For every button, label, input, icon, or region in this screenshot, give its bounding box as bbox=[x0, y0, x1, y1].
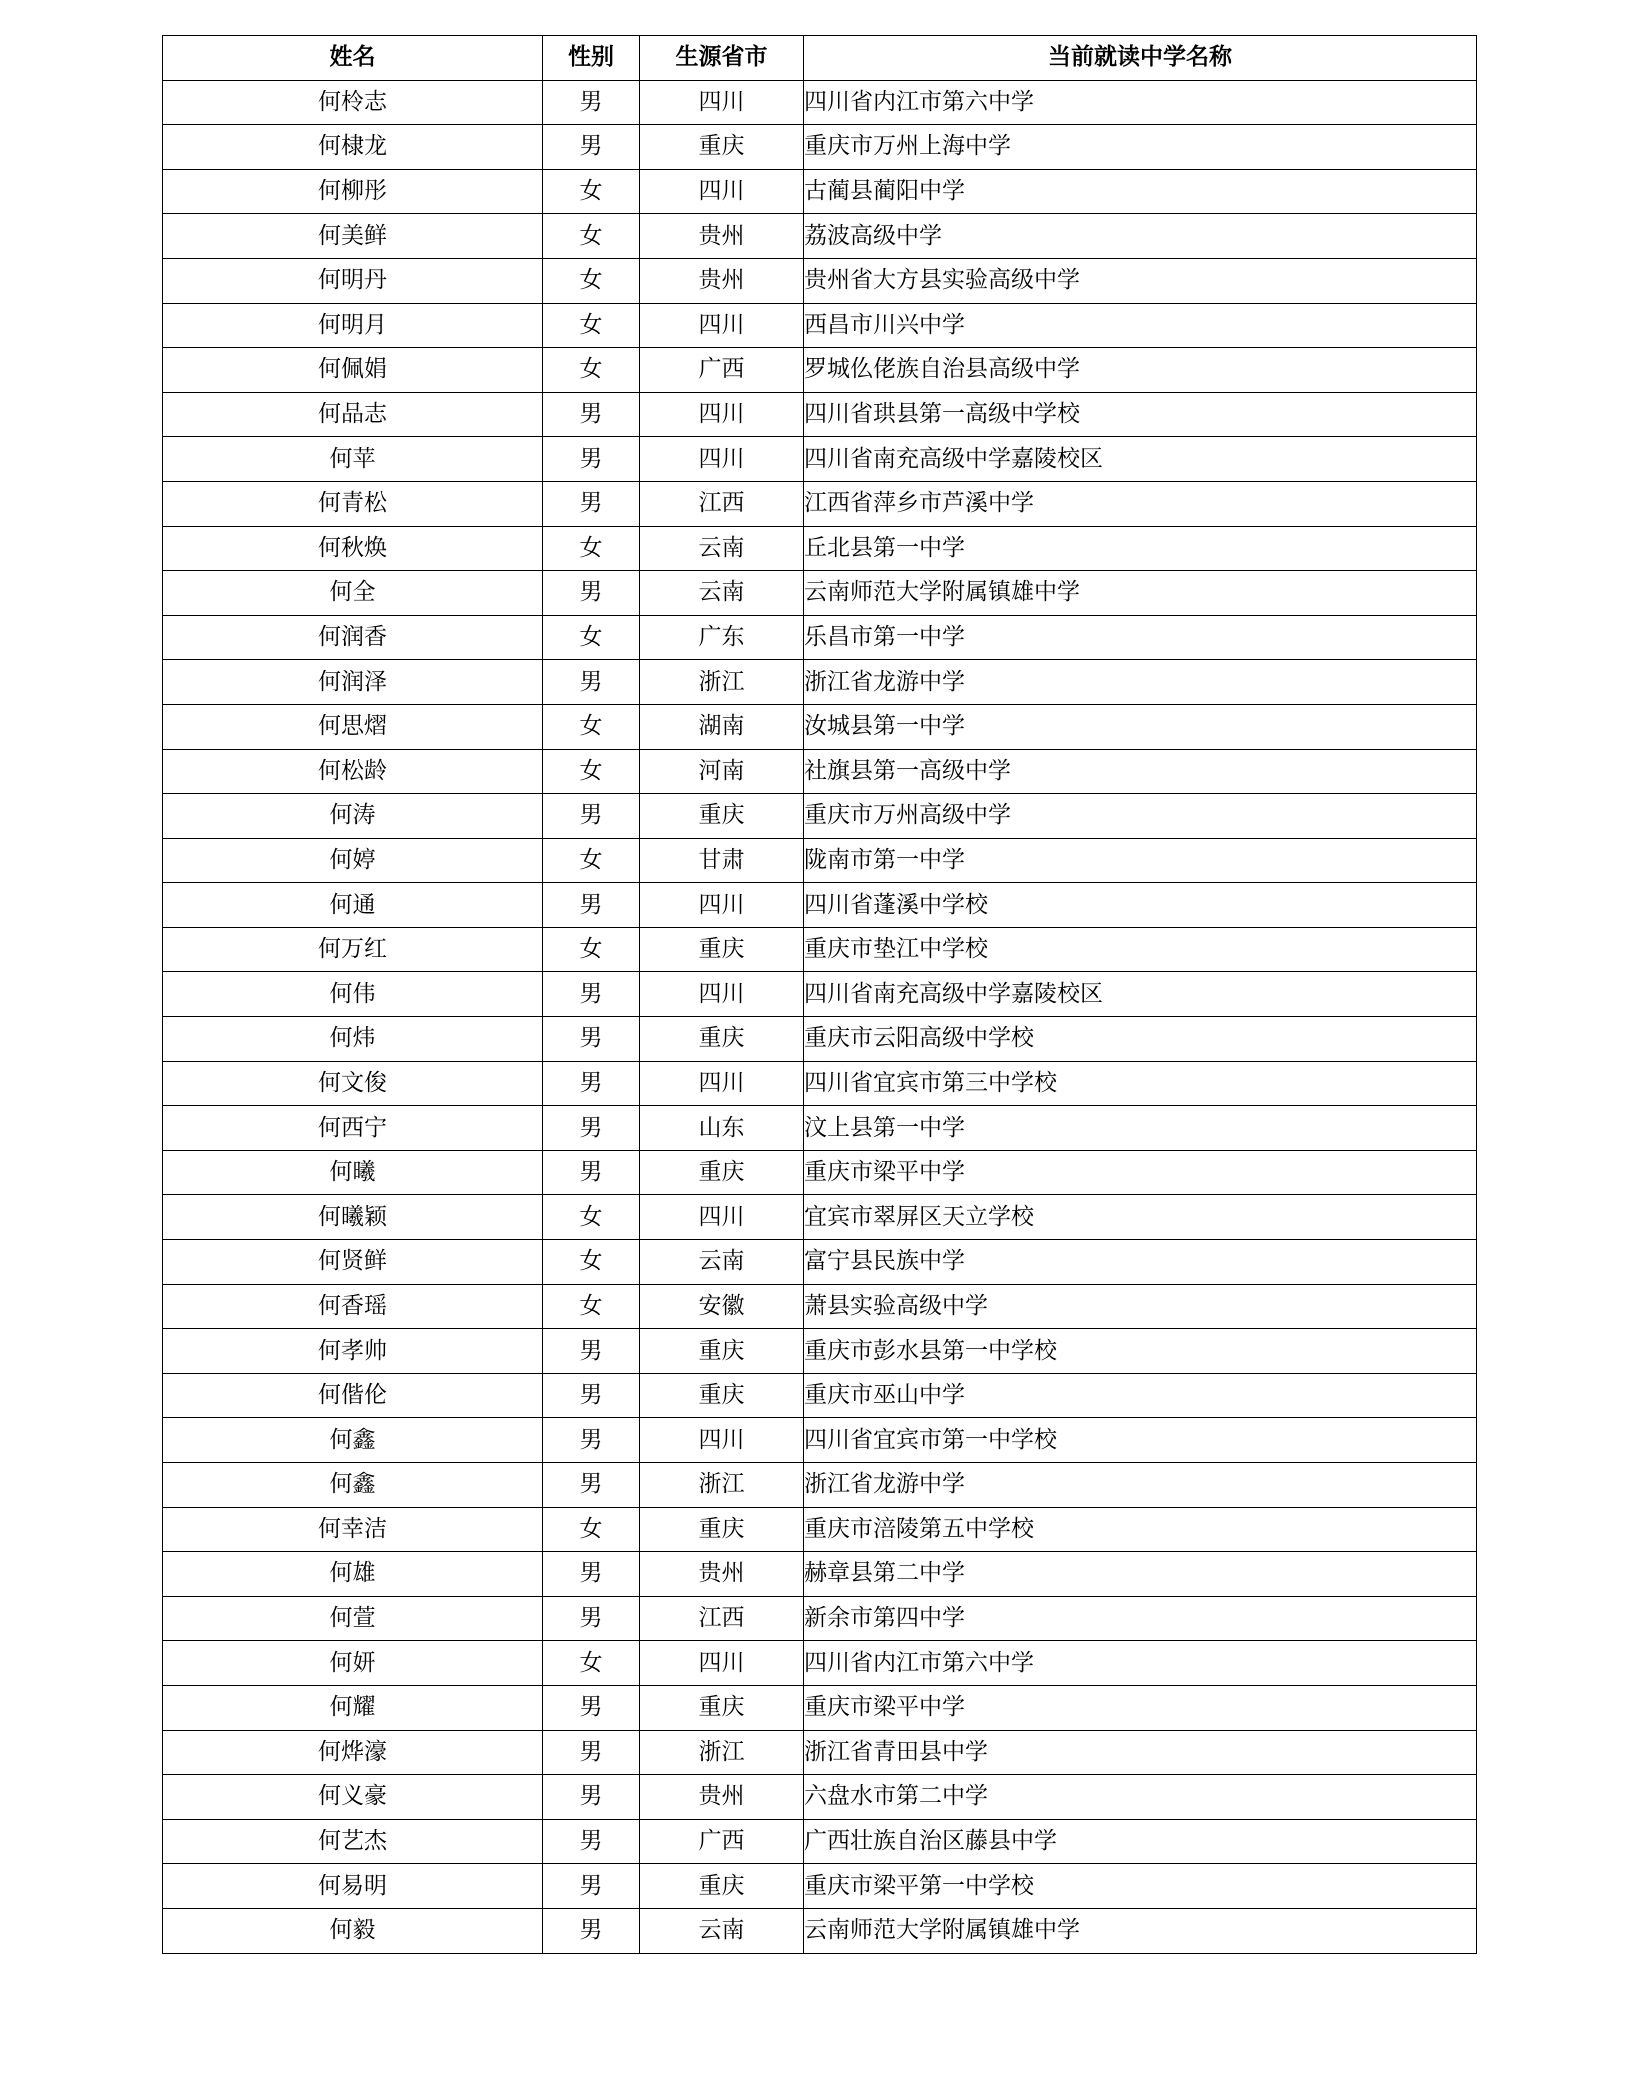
cell-province: 四川 bbox=[640, 1061, 804, 1106]
cell-gender: 女 bbox=[543, 838, 640, 883]
cell-school: 萧县实验高级中学 bbox=[804, 1284, 1477, 1329]
cell-province: 浙江 bbox=[640, 660, 804, 705]
cell-gender: 男 bbox=[543, 1329, 640, 1374]
cell-name: 何棣龙 bbox=[163, 125, 543, 170]
table-row bbox=[163, 1106, 1477, 1151]
cell-gender: 男 bbox=[543, 1418, 640, 1463]
cell-province: 贵州 bbox=[640, 1775, 804, 1820]
cell-province: 广东 bbox=[640, 615, 804, 660]
cell-name: 何婷 bbox=[163, 838, 543, 883]
table-row bbox=[163, 794, 1477, 839]
table-row bbox=[163, 1195, 1477, 1240]
cell-province: 四川 bbox=[640, 80, 804, 125]
cell-province: 贵州 bbox=[640, 214, 804, 259]
cell-school: 浙江省龙游中学 bbox=[804, 1463, 1477, 1508]
cell-name: 何幸洁 bbox=[163, 1507, 543, 1552]
cell-school: 重庆市万州上海中学 bbox=[804, 125, 1477, 170]
cell-gender: 女 bbox=[543, 214, 640, 259]
table-row bbox=[163, 571, 1477, 616]
cell-province: 重庆 bbox=[640, 125, 804, 170]
cell-gender: 男 bbox=[543, 392, 640, 437]
cell-province: 重庆 bbox=[640, 1329, 804, 1374]
cell-province: 浙江 bbox=[640, 1730, 804, 1775]
cell-school: 重庆市云阳高级中学校 bbox=[804, 1017, 1477, 1062]
cell-province: 云南 bbox=[640, 526, 804, 571]
cell-gender: 女 bbox=[543, 169, 640, 214]
table-row bbox=[163, 883, 1477, 928]
cell-name: 何思熠 bbox=[163, 704, 543, 749]
header-province: 生源省市 bbox=[640, 36, 804, 81]
cell-province: 四川 bbox=[640, 1195, 804, 1240]
table-row bbox=[163, 1284, 1477, 1329]
table-row bbox=[163, 125, 1477, 170]
cell-name: 何明丹 bbox=[163, 258, 543, 303]
cell-name: 何萱 bbox=[163, 1596, 543, 1641]
cell-school: 云南师范大学附属镇雄中学 bbox=[804, 1908, 1477, 1953]
cell-school: 四川省内江市第六中学 bbox=[804, 1641, 1477, 1686]
cell-name: 何曦 bbox=[163, 1150, 543, 1195]
cell-gender: 男 bbox=[543, 125, 640, 170]
cell-school: 重庆市梁平中学 bbox=[804, 1685, 1477, 1730]
table-row bbox=[163, 615, 1477, 660]
cell-name: 何孝帅 bbox=[163, 1329, 543, 1374]
cell-name: 何佩娟 bbox=[163, 348, 543, 393]
table-row bbox=[163, 526, 1477, 571]
cell-province: 四川 bbox=[640, 1641, 804, 1686]
cell-school: 宜宾市翠屏区天立学校 bbox=[804, 1195, 1477, 1240]
cell-gender: 女 bbox=[543, 1195, 640, 1240]
cell-school: 重庆市涪陵第五中学校 bbox=[804, 1507, 1477, 1552]
table-row bbox=[163, 481, 1477, 526]
cell-school: 云南师范大学附属镇雄中学 bbox=[804, 571, 1477, 616]
cell-name: 何美鲜 bbox=[163, 214, 543, 259]
cell-name: 何艺杰 bbox=[163, 1819, 543, 1864]
cell-school: 陇南市第一中学 bbox=[804, 838, 1477, 883]
cell-gender: 男 bbox=[543, 660, 640, 705]
table-row bbox=[163, 348, 1477, 393]
cell-name: 何全 bbox=[163, 571, 543, 616]
table-row bbox=[163, 1864, 1477, 1909]
cell-province: 安徽 bbox=[640, 1284, 804, 1329]
cell-school: 重庆市梁平中学 bbox=[804, 1150, 1477, 1195]
cell-school: 富宁县民族中学 bbox=[804, 1240, 1477, 1285]
cell-gender: 男 bbox=[543, 1017, 640, 1062]
cell-name: 何曦颖 bbox=[163, 1195, 543, 1240]
table-row bbox=[163, 1775, 1477, 1820]
cell-gender: 男 bbox=[543, 1596, 640, 1641]
cell-name: 何耀 bbox=[163, 1685, 543, 1730]
cell-school: 西昌市川兴中学 bbox=[804, 303, 1477, 348]
cell-name: 何青松 bbox=[163, 481, 543, 526]
table-row bbox=[163, 258, 1477, 303]
table-row bbox=[163, 660, 1477, 705]
cell-name: 何炜 bbox=[163, 1017, 543, 1062]
cell-province: 贵州 bbox=[640, 258, 804, 303]
cell-name: 何偕伦 bbox=[163, 1373, 543, 1418]
cell-school: 四川省南充高级中学嘉陵校区 bbox=[804, 972, 1477, 1017]
cell-school: 四川省内江市第六中学 bbox=[804, 80, 1477, 125]
cell-gender: 男 bbox=[543, 1908, 640, 1953]
cell-school: 丘北县第一中学 bbox=[804, 526, 1477, 571]
cell-gender: 男 bbox=[543, 80, 640, 125]
cell-name: 何明月 bbox=[163, 303, 543, 348]
table-header-row bbox=[163, 36, 1477, 81]
cell-province: 甘肃 bbox=[640, 838, 804, 883]
cell-name: 何润香 bbox=[163, 615, 543, 660]
cell-school: 荔波高级中学 bbox=[804, 214, 1477, 259]
cell-gender: 男 bbox=[543, 481, 640, 526]
cell-province: 河南 bbox=[640, 749, 804, 794]
cell-gender: 男 bbox=[543, 794, 640, 839]
cell-province: 贵州 bbox=[640, 1552, 804, 1597]
cell-province: 浙江 bbox=[640, 1463, 804, 1508]
cell-name: 何通 bbox=[163, 883, 543, 928]
cell-name: 何文俊 bbox=[163, 1061, 543, 1106]
cell-name: 何鑫 bbox=[163, 1418, 543, 1463]
cell-name: 何易明 bbox=[163, 1864, 543, 1909]
cell-school: 四川省宜宾市第一中学校 bbox=[804, 1418, 1477, 1463]
table-row bbox=[163, 1150, 1477, 1195]
cell-school: 江西省萍乡市芦溪中学 bbox=[804, 481, 1477, 526]
cell-school: 贵州省大方县实验高级中学 bbox=[804, 258, 1477, 303]
table-row bbox=[163, 1418, 1477, 1463]
cell-province: 广西 bbox=[640, 348, 804, 393]
cell-name: 何毅 bbox=[163, 1908, 543, 1953]
table-row bbox=[163, 169, 1477, 214]
student-roster-table bbox=[162, 35, 1477, 1954]
cell-school: 六盘水市第二中学 bbox=[804, 1775, 1477, 1820]
cell-school: 四川省南充高级中学嘉陵校区 bbox=[804, 437, 1477, 482]
cell-school: 重庆市垫江中学校 bbox=[804, 927, 1477, 972]
cell-gender: 男 bbox=[543, 972, 640, 1017]
cell-province: 四川 bbox=[640, 169, 804, 214]
cell-school: 重庆市巫山中学 bbox=[804, 1373, 1477, 1418]
cell-province: 重庆 bbox=[640, 1373, 804, 1418]
table-row bbox=[163, 1908, 1477, 1953]
cell-school: 汝城县第一中学 bbox=[804, 704, 1477, 749]
cell-province: 云南 bbox=[640, 1240, 804, 1285]
cell-name: 何涛 bbox=[163, 794, 543, 839]
header-gender: 性别 bbox=[543, 36, 640, 81]
cell-school: 赫章县第二中学 bbox=[804, 1552, 1477, 1597]
header-name: 姓名 bbox=[163, 36, 543, 81]
cell-school: 广西壮族自治区藤县中学 bbox=[804, 1819, 1477, 1864]
cell-school: 四川省宜宾市第三中学校 bbox=[804, 1061, 1477, 1106]
cell-province: 重庆 bbox=[640, 794, 804, 839]
table-row bbox=[163, 1017, 1477, 1062]
cell-province: 四川 bbox=[640, 437, 804, 482]
table-row bbox=[163, 1507, 1477, 1552]
cell-gender: 女 bbox=[543, 303, 640, 348]
table-row bbox=[163, 1329, 1477, 1374]
cell-gender: 男 bbox=[543, 1730, 640, 1775]
cell-school: 古蔺县蔺阳中学 bbox=[804, 169, 1477, 214]
table-row bbox=[163, 1685, 1477, 1730]
table-row bbox=[163, 1552, 1477, 1597]
cell-gender: 女 bbox=[543, 1507, 640, 1552]
table-row bbox=[163, 1730, 1477, 1775]
cell-province: 江西 bbox=[640, 481, 804, 526]
header-school: 当前就读中学名称 bbox=[804, 36, 1477, 81]
cell-gender: 男 bbox=[543, 1775, 640, 1820]
table-row bbox=[163, 972, 1477, 1017]
cell-province: 四川 bbox=[640, 303, 804, 348]
cell-gender: 男 bbox=[543, 1106, 640, 1151]
cell-school: 罗城仫佬族自治县高级中学 bbox=[804, 348, 1477, 393]
table-row bbox=[163, 1061, 1477, 1106]
cell-school: 乐昌市第一中学 bbox=[804, 615, 1477, 660]
table-row bbox=[163, 749, 1477, 794]
cell-gender: 男 bbox=[543, 1373, 640, 1418]
cell-province: 四川 bbox=[640, 392, 804, 437]
cell-province: 四川 bbox=[640, 883, 804, 928]
cell-gender: 男 bbox=[543, 1864, 640, 1909]
cell-gender: 女 bbox=[543, 1240, 640, 1285]
cell-name: 何西宁 bbox=[163, 1106, 543, 1151]
cell-school: 浙江省龙游中学 bbox=[804, 660, 1477, 705]
cell-name: 何贤鲜 bbox=[163, 1240, 543, 1285]
cell-school: 四川省珙县第一高级中学校 bbox=[804, 392, 1477, 437]
table-row bbox=[163, 392, 1477, 437]
cell-province: 重庆 bbox=[640, 1685, 804, 1730]
cell-province: 重庆 bbox=[640, 1017, 804, 1062]
cell-province: 四川 bbox=[640, 1418, 804, 1463]
cell-school: 汶上县第一中学 bbox=[804, 1106, 1477, 1151]
cell-name: 何柳彤 bbox=[163, 169, 543, 214]
cell-name: 何义豪 bbox=[163, 1775, 543, 1820]
cell-province: 重庆 bbox=[640, 927, 804, 972]
cell-province: 重庆 bbox=[640, 1507, 804, 1552]
cell-province: 重庆 bbox=[640, 1150, 804, 1195]
cell-name: 何香瑶 bbox=[163, 1284, 543, 1329]
cell-province: 云南 bbox=[640, 1908, 804, 1953]
cell-name: 何鑫 bbox=[163, 1463, 543, 1508]
cell-name: 何松龄 bbox=[163, 749, 543, 794]
cell-gender: 男 bbox=[543, 437, 640, 482]
cell-province: 山东 bbox=[640, 1106, 804, 1151]
cell-school: 浙江省青田县中学 bbox=[804, 1730, 1477, 1775]
cell-gender: 男 bbox=[543, 1463, 640, 1508]
cell-province: 四川 bbox=[640, 972, 804, 1017]
cell-gender: 男 bbox=[543, 1061, 640, 1106]
cell-name: 何苹 bbox=[163, 437, 543, 482]
table-row bbox=[163, 437, 1477, 482]
cell-gender: 男 bbox=[543, 571, 640, 616]
cell-gender: 女 bbox=[543, 526, 640, 571]
cell-gender: 女 bbox=[543, 749, 640, 794]
table-row bbox=[163, 1373, 1477, 1418]
cell-gender: 女 bbox=[543, 1641, 640, 1686]
cell-name: 何烨濠 bbox=[163, 1730, 543, 1775]
cell-gender: 女 bbox=[543, 348, 640, 393]
cell-gender: 女 bbox=[543, 258, 640, 303]
cell-province: 广西 bbox=[640, 1819, 804, 1864]
table-row bbox=[163, 214, 1477, 259]
table-row bbox=[163, 838, 1477, 883]
cell-province: 江西 bbox=[640, 1596, 804, 1641]
table-body bbox=[163, 80, 1477, 1953]
cell-gender: 男 bbox=[543, 1552, 640, 1597]
table-row bbox=[163, 1240, 1477, 1285]
cell-name: 何妍 bbox=[163, 1641, 543, 1686]
cell-school: 重庆市梁平第一中学校 bbox=[804, 1864, 1477, 1909]
table-row bbox=[163, 1641, 1477, 1686]
cell-gender: 男 bbox=[543, 1150, 640, 1195]
cell-gender: 女 bbox=[543, 615, 640, 660]
cell-name: 何润泽 bbox=[163, 660, 543, 705]
table-row bbox=[163, 704, 1477, 749]
table-row bbox=[163, 80, 1477, 125]
cell-school: 社旗县第一高级中学 bbox=[804, 749, 1477, 794]
cell-name: 何伟 bbox=[163, 972, 543, 1017]
table-row bbox=[163, 303, 1477, 348]
cell-gender: 男 bbox=[543, 1819, 640, 1864]
cell-school: 重庆市彭水县第一中学校 bbox=[804, 1329, 1477, 1374]
cell-province: 云南 bbox=[640, 571, 804, 616]
cell-name: 何雄 bbox=[163, 1552, 543, 1597]
cell-gender: 女 bbox=[543, 1284, 640, 1329]
cell-name: 何柃志 bbox=[163, 80, 543, 125]
cell-school: 新余市第四中学 bbox=[804, 1596, 1477, 1641]
cell-school: 重庆市万州高级中学 bbox=[804, 794, 1477, 839]
cell-name: 何秋焕 bbox=[163, 526, 543, 571]
cell-gender: 女 bbox=[543, 927, 640, 972]
table-row bbox=[163, 1596, 1477, 1641]
cell-name: 何品志 bbox=[163, 392, 543, 437]
table-row bbox=[163, 1819, 1477, 1864]
cell-province: 湖南 bbox=[640, 704, 804, 749]
cell-gender: 女 bbox=[543, 704, 640, 749]
table-row bbox=[163, 927, 1477, 972]
table-row bbox=[163, 1463, 1477, 1508]
cell-school: 四川省蓬溪中学校 bbox=[804, 883, 1477, 928]
cell-gender: 男 bbox=[543, 883, 640, 928]
cell-gender: 男 bbox=[543, 1685, 640, 1730]
cell-name: 何万红 bbox=[163, 927, 543, 972]
cell-province: 重庆 bbox=[640, 1864, 804, 1909]
